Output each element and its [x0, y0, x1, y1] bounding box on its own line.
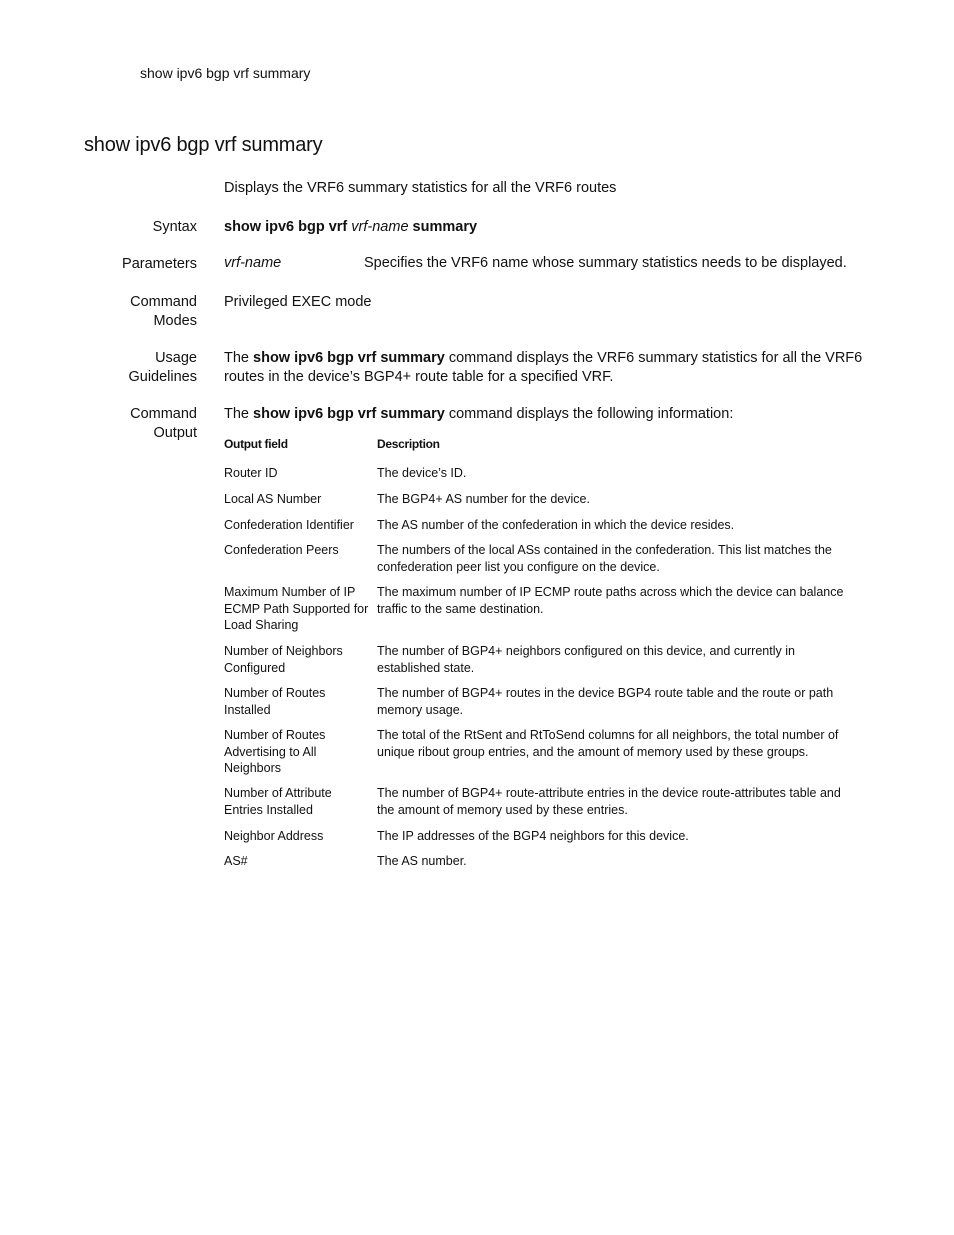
row-description: The numbers of the local ASs contained in the confederation. This list matches the confederation peer list you configure on the device.: [377, 543, 832, 574]
row-description: The BGP4+ AS number for the device.: [377, 492, 590, 506]
output-table-header: [224, 437, 864, 451]
syntax-label: Syntax: [152, 219, 197, 235]
row-field: Number of Routes Installed: [224, 686, 326, 717]
usage-label: [77, 349, 197, 387]
usage-label-line-1: Usage: [155, 350, 197, 366]
row-field: Neighbor Address: [224, 829, 324, 843]
parameter-name: vrf-name: [224, 255, 282, 271]
running-header: show ipv6 bgp vrf summary: [140, 65, 311, 81]
output-intro: [224, 405, 864, 424]
usage-command: show ipv6 bgp vrf summary: [253, 350, 445, 366]
header-description: Description: [377, 437, 440, 451]
header-output-field: Output field: [224, 437, 288, 451]
output-label: [77, 405, 197, 443]
syntax-tail: summary: [412, 219, 478, 235]
row-description: The total of the RtSent and RtToSend columns for all neighbors, the total number of unique ribout group entries, and the amount of memory used by these groups.: [377, 728, 839, 759]
modes-label-line-2: Modes: [153, 313, 197, 329]
intro-text: Displays the VRF6 summary statistics for all the VRF6 routes: [224, 180, 617, 196]
row-field: Local AS Number: [224, 492, 322, 506]
modes-label-line-1: Command: [130, 294, 197, 310]
output-pre: The: [224, 406, 249, 422]
modes-label: [77, 293, 197, 331]
row-description: The IP addresses of the BGP4 neighbors for this device.: [377, 829, 689, 843]
row-field: Confederation Identifier: [224, 518, 354, 532]
output-command: show ipv6 bgp vrf summary: [253, 406, 445, 422]
syntax-line: [224, 218, 864, 237]
row-description: The number of BGP4+ routes in the device BGP4 route table and the route or path memory usage.: [377, 686, 834, 717]
row-field: Number of Routes Advertising to All Neighbors: [224, 728, 326, 775]
output-post: command displays the following information:: [448, 406, 734, 422]
row-description: The number of BGP4+ route-attribute entries in the device route-attributes table and the amount of memory used by these entries.: [377, 786, 841, 817]
row-field: Router ID: [224, 466, 278, 480]
usage-text: [224, 349, 864, 387]
row-description: The AS number of the confederation in which the device resides.: [377, 518, 735, 532]
row-field: Confederation Peers: [224, 543, 339, 557]
usage-post: command displays the VRF6 summary statistics for all the VRF6 routes in the device’s BGP4+ route table for a specified VRF.: [224, 350, 863, 385]
page-title: show ipv6 bgp vrf summary: [84, 134, 323, 156]
syntax-command: show ipv6 bgp vrf: [224, 219, 348, 235]
usage-label-line-2: Guidelines: [128, 369, 197, 385]
modes-text: Privileged EXEC mode: [224, 294, 372, 310]
row-field: AS#: [224, 854, 248, 868]
parameter-description: Specifies the VRF6 name whose summary statistics needs to be displayed.: [364, 255, 847, 271]
output-label-line-2: Output: [153, 425, 197, 441]
row-description: The maximum number of IP ECMP route paths across which the device can balance traffic to the same destination.: [377, 585, 844, 616]
row-field: Maximum Number of IP ECMP Path Supported for Load Sharing: [224, 585, 369, 632]
row-field: Number of Neighbors Configured: [224, 644, 343, 675]
row-description: The number of BGP4+ neighbors configured on this device, and currently in established state.: [377, 644, 795, 675]
row-description: The device’s ID.: [377, 466, 467, 480]
usage-pre: The: [224, 350, 249, 366]
syntax-argument: vrf-name: [351, 219, 409, 235]
output-label-line-1: Command: [130, 406, 197, 422]
row-field: Number of Attribute Entries Installed: [224, 786, 332, 817]
parameters-label: Parameters: [122, 256, 197, 272]
row-description: The AS number.: [377, 854, 467, 868]
